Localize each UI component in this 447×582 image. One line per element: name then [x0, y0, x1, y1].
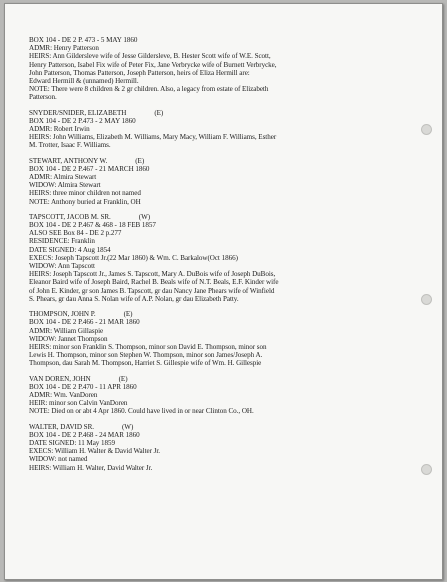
estate-entry [29, 310, 429, 367]
entry-line: BOX 104 - DE 2 P. 473 - 5 MAY 1860 [29, 36, 138, 44]
entry-line: BOX 104 - DE 2 P.466 - 21 MAR 1860 [29, 318, 140, 327]
entry-line: HEIRS: Ann Gildersleve wife of Jesse Gildersleve, B. Hester Scott wife of W.E. Scott, [29, 52, 271, 61]
entry-line: ADMR: Almira Stewart [29, 173, 97, 182]
entry-line: HEIRS: minor son Franklin S. Thompson, minor son David E. Thompson, minor son [29, 342, 267, 351]
entry-line: DATE SIGNED: 11 May 1859 [29, 438, 116, 447]
decedent-name: STEWART, ANTHONY W. [29, 156, 108, 165]
entry-line: EXECS: William H. Walter & David Walter Jr. [29, 447, 160, 456]
entry-line: of John E. Kinder, gr son James B. Tapscott, gr dau Nancy Jane Phears wife of Winfield [29, 286, 275, 295]
decedent-name: WALTER, DAVID SR. [29, 422, 94, 431]
entry-heading [29, 375, 429, 383]
entry-line: Edward Hermill & (unnamed) Hermill. [29, 77, 139, 86]
record-type-tag: (W) [138, 212, 151, 221]
decedent-name: VAN DOREN, JOHN [29, 374, 91, 383]
entry-line: Eleanor Baird wife of Joseph Baird, Rachel B. Beals wife of N.T. Beals, E.F. Kinder wife [29, 278, 279, 287]
entry-line: BOX 104 - DE 2 P.468 - 24 MAR 1860 [29, 430, 140, 439]
entry-line: NOTE: Died on or abt 4 Apr 1860. Could have lived in or near Clinton Co., OH. [29, 407, 254, 416]
entry-line: NOTE: Anthony buried at Franklin, OH [29, 197, 141, 206]
entry-line: WIDOW: not named [29, 455, 88, 464]
entry-line: S. Phears, gr dau Anna S. Nolan wife of A.P. Nolan, gr dau Elizabeth Patty. [29, 294, 239, 303]
decedent-name: THOMPSON, JOHN P. [29, 310, 96, 319]
estate-entry [29, 213, 429, 303]
entry-line: ALSO SEE Box 84 - DE 2 p.277 [29, 229, 122, 238]
scanned-page-frame [4, 3, 443, 580]
entry-line: ADMR: Robert Irwin [29, 125, 90, 134]
record-type-tag: (E) [118, 374, 128, 383]
decedent-name: SNYDER/SNIDER, ELIZABETH [29, 108, 127, 117]
estate-entry [29, 157, 429, 206]
entry-line: EXECS: Joseph Tapscott Jr.(22 Mar 1860) & Wm. C. Barkalow(Oct 1866) [29, 253, 238, 262]
entry-line: BOX 104 - DE 2 P.467 & 468 - 18 FEB 1857 [29, 221, 156, 230]
entry-heading [29, 310, 429, 318]
entry-line: Lewis H. Thompson, minor son Stephen W. Thompson, minor son James/Joseph A. [29, 351, 263, 360]
entry-line: HEIRS: John Williams, Elizabeth M. Williams, Mary Macy, William F. Williams, Esther [29, 133, 277, 142]
entry-line: BOX 104 - DE 2 P.470 - 11 APR 1860 [29, 382, 137, 391]
record-type-tag: (E) [135, 156, 145, 165]
entry-line: HEIRS: William H. Walter, David Walter Jr. [29, 463, 153, 472]
entry-line: Thompson, dau Sarah M. Thompson, Harriet S. Gillespie wife of Wm. H. Gillespie [29, 359, 262, 368]
entry-line: ADMR: Henry Patterson [29, 44, 99, 53]
record-type-tag: (E) [154, 108, 164, 117]
entry-line: BOX 104 - DE 2 P.473 - 2 MAY 1860 [29, 116, 136, 125]
entry-line: Patterson. [29, 93, 57, 102]
entry-heading [29, 213, 429, 221]
entry-heading [29, 109, 429, 117]
entry-line: WIDOW: Almira Stewart [29, 181, 101, 190]
entry-line: John Patterson, Thomas Patterson, Joseph Patterson, heirs of Eliza Hermill are: [29, 68, 250, 77]
entry-line: HEIRS: Joseph Tapscott Jr., James S. Tapscott, Mary A. DuBois wife of Joseph DuBois, [29, 270, 276, 279]
entry-line: DATE SIGNED: 4 Aug 1854 [29, 245, 111, 254]
estate-records-page [29, 36, 429, 479]
estate-entry [29, 109, 429, 150]
entry-line: ADMR: William Gillaspie [29, 326, 104, 335]
entry-line: HEIRS: three minor children not named [29, 189, 141, 198]
entry-line: Henry Patterson, Isabel Fix wife of Peter Fix, Jane Verbrycke wife of Burnett Verbrycke, [29, 60, 277, 69]
entry-line: BOX 104 - DE 2 P.467 - 21 MARCH 1860 [29, 164, 150, 173]
estate-entry [29, 36, 429, 102]
entry-line: NOTE: There were 8 children & 2 gr children. Also, a legacy from estate of Elizabeth [29, 85, 269, 94]
entry-line: HEIR: minor son Calvin VanDoren [29, 399, 128, 408]
entry-line: ADMR: Wm. VanDoren [29, 390, 98, 399]
entry-heading [29, 157, 429, 165]
decedent-name: TAPSCOTT, JACOB M. SR. [29, 212, 111, 221]
entry-line: RESIDENCE: Franklin [29, 237, 95, 246]
entry-line: M. Trotter, Isaac F. Williams. [29, 141, 111, 150]
entry-heading [29, 423, 429, 431]
estate-entry [29, 423, 429, 472]
entry-line: WIDOW: Jannet Thompson [29, 334, 108, 343]
entry-line: WIDOW: Ann Tapscott [29, 262, 95, 271]
record-type-tag: (E) [123, 310, 133, 319]
estate-entry [29, 375, 429, 416]
record-type-tag: (W) [121, 422, 134, 431]
